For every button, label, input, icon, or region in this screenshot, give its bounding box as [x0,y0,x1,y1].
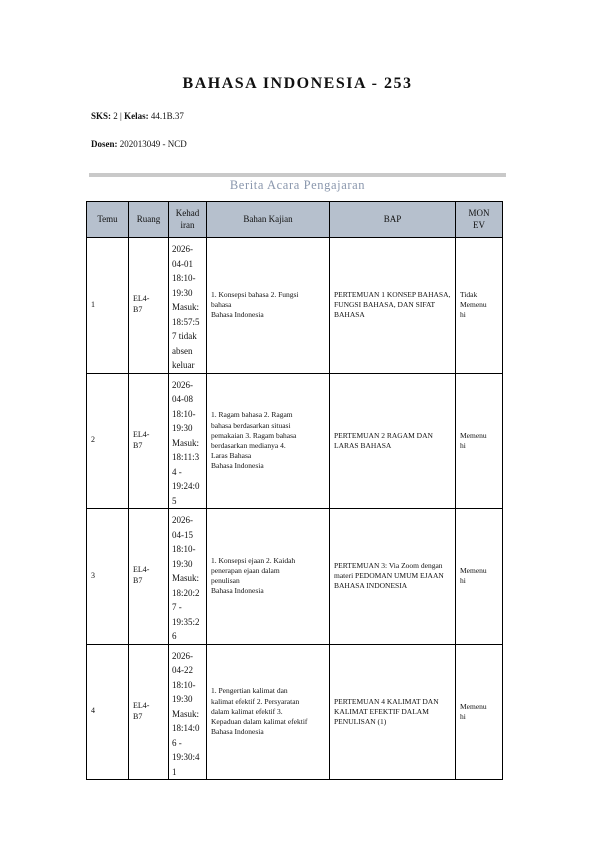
dosen-label: Dosen: [91,139,118,149]
row-temu: 2 [87,373,129,509]
row-kehadiran: 2026- 04-01 18:10- 19:30 Masuk: 18:57:5 7 tidak absen keluar [169,238,207,374]
table-row [87,238,503,374]
section-divider [89,173,506,177]
sks-label: SKS: [91,111,112,121]
row-temu: 4 [87,644,129,780]
row-bap: PERTEMUAN 1 KONSEP BAHASA, FUNGSI BAHASA, DAN SIFAT BAHASA [330,238,456,374]
row-bahan-kajian: 1. Konsepsi ejaan 2. Kaidah penerapan ejaan dalam penulisan Bahasa Indonesia [207,509,330,645]
row-temu: 3 [87,509,129,645]
lecturer-meta [91,139,187,149]
row-kehadiran: 2026- 04-22 18:10- 19:30 Masuk: 18:14:0 6 - 19:30:4 1 [169,644,207,780]
sks-value: 2 [113,111,118,121]
header-bahan-kajian: Bahan Kajian [207,202,330,238]
row-monev: Memenu hi [456,509,503,645]
table-row [87,644,503,780]
row-ruang: EL4- B7 [129,644,169,780]
row-bahan-kajian: 1. Pengertian kalimat dan kalimat efektif 2. Persyaratan dalam kalimat efektif 3. Kepaduan dalam kalimat efektif Bahasa Indonesia [207,644,330,780]
course-meta [91,111,184,121]
header-kehadiran: Kehad iran [169,202,207,238]
row-monev: Memenu hi [456,373,503,509]
row-bap: PERTEMUAN 2 RAGAM DAN LARAS BAHASA [330,373,456,509]
kelas-label: Kelas: [124,111,149,121]
row-kehadiran: 2026- 04-15 18:10- 19:30 Masuk: 18:20:2 7 - 19:35:2 6 [169,509,207,645]
row-bap: PERTEMUAN 3: Via Zoom dengan materi PEDOMAN UMUM EJAAN BAHASA INDONESIA [330,509,456,645]
header-monev: MON EV [456,202,503,238]
row-bahan-kajian: 1. Konsepsi bahasa 2. Fungsi bahasa Bahasa Indonesia [207,238,330,374]
row-monev: Tidak Memenu hi [456,238,503,374]
row-monev: Memenu hi [456,644,503,780]
header-temu: Temu [87,202,129,238]
row-kehadiran: 2026- 04-08 18:10- 19:30 Masuk: 18:11:3 4 - 19:24:0 5 [169,373,207,509]
section-title: Berita Acara Pengajaran [229,178,366,192]
teaching-report-table [86,201,503,780]
header-ruang: Ruang [129,202,169,238]
course-title: BAHASA INDONESIA - 253 [182,75,413,92]
meta-separator: | [120,111,122,121]
dosen-value: 202013049 - NCD [119,139,187,149]
table-row [87,509,503,645]
kelas-value: 44.1B.37 [150,111,184,121]
row-ruang: EL4- B7 [129,238,169,374]
table-row [87,373,503,509]
row-bahan-kajian: 1. Ragam bahasa 2. Ragam bahasa berdasarkan situasi pemakaian 3. Ragam bahasa berdasarkan medianya 4. Laras Bahasa Bahasa Indonesia [207,373,330,509]
row-ruang: EL4- B7 [129,509,169,645]
row-bap: PERTEMUAN 4 KALIMAT DAN KALIMAT EFEKTIF DALAM PENULISAN (1) [330,644,456,780]
header-bap: BAP [330,202,456,238]
table-header-row [87,202,503,238]
row-temu: 1 [87,238,129,374]
row-ruang: EL4- B7 [129,373,169,509]
